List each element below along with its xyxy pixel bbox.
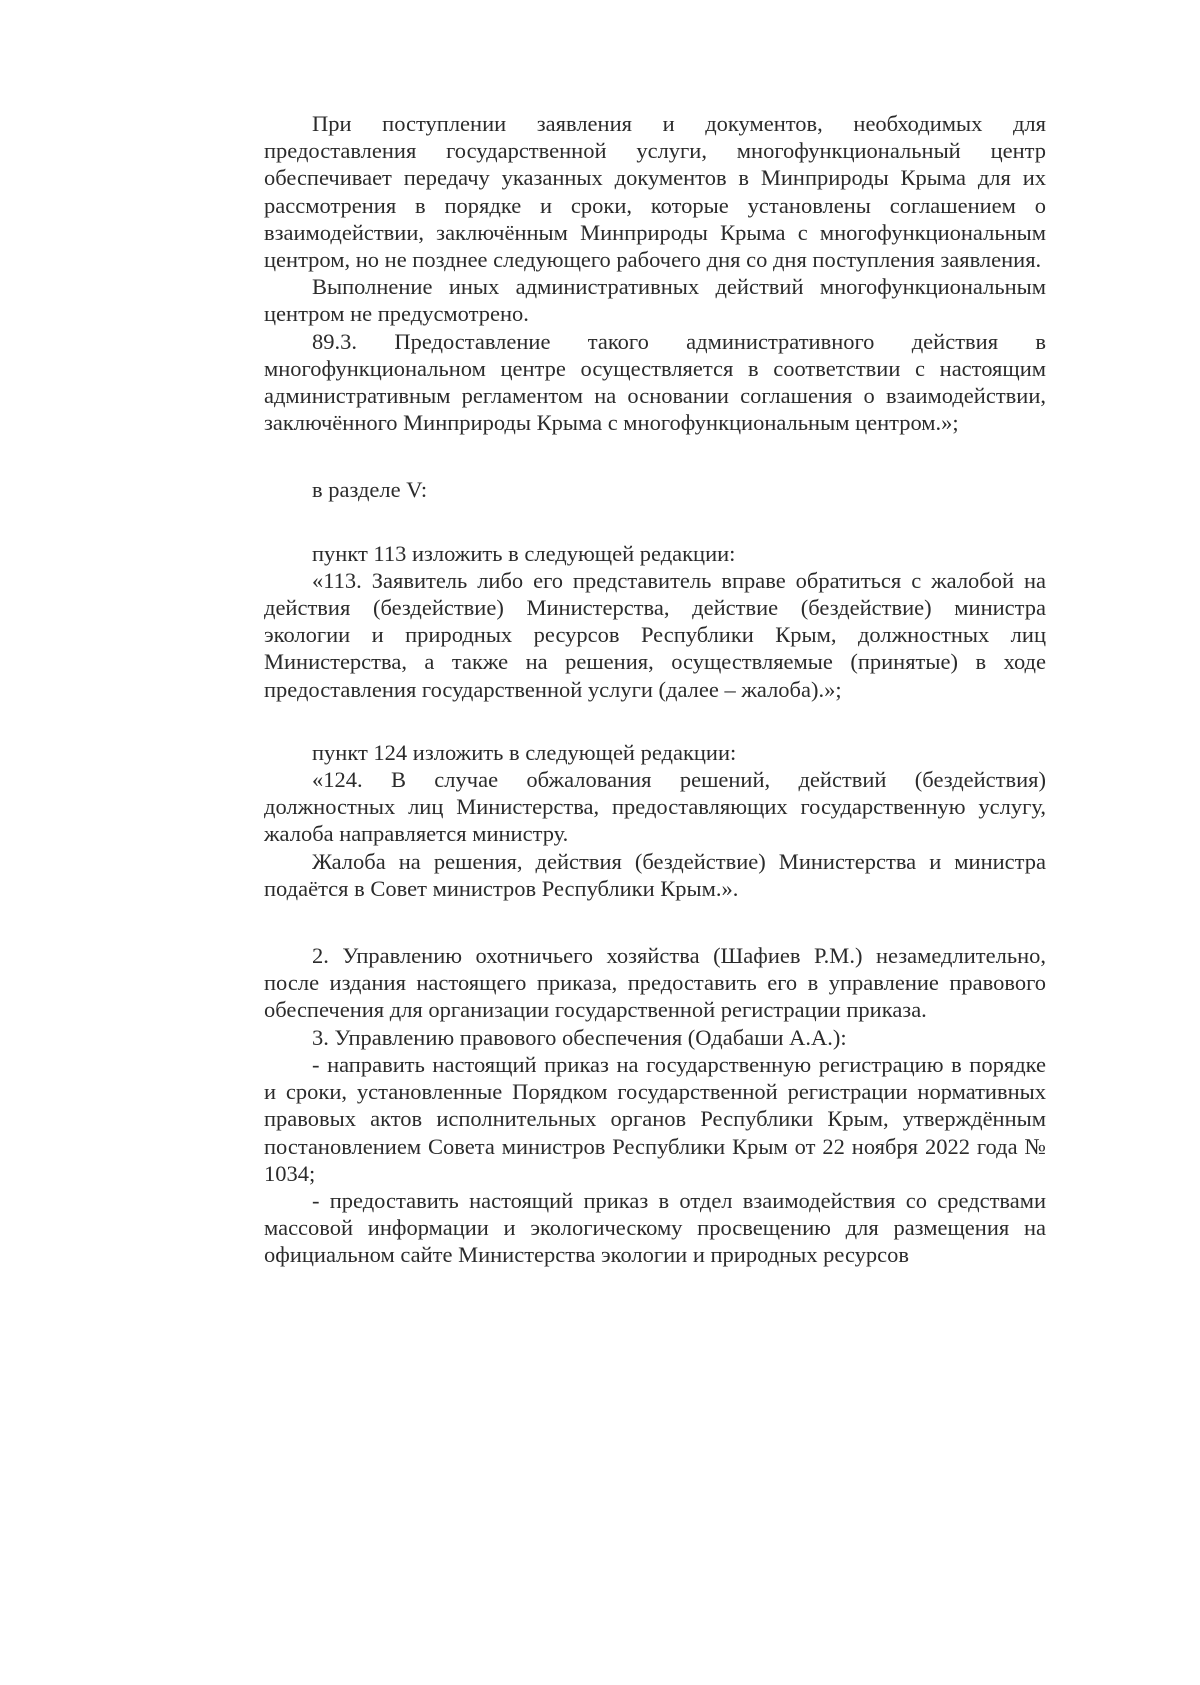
spacer <box>264 436 1046 476</box>
paragraph-section-v: в разделе V: <box>312 477 428 503</box>
paragraph-item-124: «124. В случае обжалования решений, действий (бездействия) должностных лиц Министерства, предоставляющих государственную услугу, жалоба направляется министру. <box>264 767 1046 847</box>
paragraph-order-2: 2. Управлению охотничьего хозяйства (Шафиев Р.М.) незамедлительно, после издания настоящего приказа, предоставить его в управление правового обеспечения для организации государственной регистрации приказа. <box>264 943 1046 1023</box>
paragraph-89-3: 89.3. Предоставление такого административного действия в многофункциональном центре осуществляется в соответствии с настоящим административным регламентом на основании соглашения о взаимодействии, заключённого Минприроды Крыма с многофункциональным центром.»; <box>264 328 1046 436</box>
paragraph-other-actions: Выполнение иных административных действий многофункциональным центром не предусмотрено. <box>264 274 1046 327</box>
paragraph-order-3-registration: - направить настоящий приказ на государственную регистрацию в порядке и сроки, установленные Порядком государственной регистрации нормативных правовых актов исполнительных органов Республики Крым, утверждённым постановлением Совета министров Республики Крым от 22 ноября 2022 года № 1034; <box>264 1051 1046 1186</box>
paragraph-order-3: 3. Управлению правового обеспечения (Одабаши А.А.): <box>312 1024 847 1050</box>
paragraph-mfc-transfer: При поступлении заявления и документов, необходимых для предоставления государственной услуги, многофункциональный центр обеспечивает передачу указанных документов в Минприроды Крыма для их рассмотрения в порядке и сроки, которые установлены соглашением о взаимодействии, заключённым Минприроды Крыма с многофункциональным центром, но не позднее следующего рабочего дня со дня поступления заявления. <box>264 111 1046 273</box>
paragraph-item-124-intro: пункт 124 изложить в следующей редакции: <box>312 739 737 765</box>
paragraph-item-113: «113. Заявитель либо его представитель вправе обратиться с жалобой на действия (бездействие) Министерства, действие (бездействие) министра экологии и природных ресурсов Республики Крым, должностных лиц Министерства, а также на решения, осуществляемые (принятые) в ходе предоставления государственной услуги (далее – жалоба).»; <box>264 567 1046 702</box>
spacer <box>264 902 1046 942</box>
paragraph-complaint: Жалоба на решения, действия (бездействие) Министерства и министра подаётся в Совет министров Республики Крым.». <box>264 848 1046 901</box>
spacer <box>264 703 1046 739</box>
paragraph-item-113-intro: пункт 113 изложить в следующей редакции: <box>312 540 736 566</box>
spacer <box>264 504 1046 540</box>
document-body <box>264 110 1046 1269</box>
paragraph-order-3-publication: - предоставить настоящий приказ в отдел взаимодействия со средствами массовой информации и экологическому просвещению для размещения на официальном сайте Министерства экологии и природных ресурсов <box>264 1187 1046 1268</box>
